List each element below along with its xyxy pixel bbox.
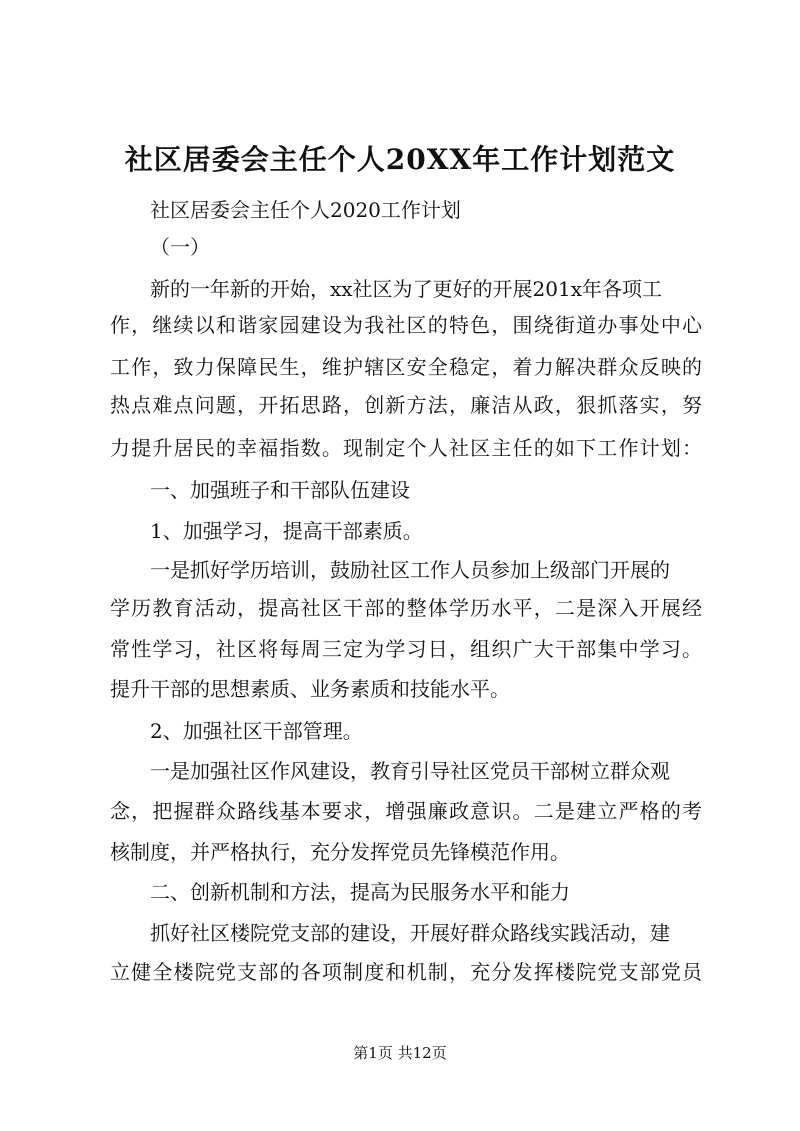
subsection-heading: 1、加强学习，提高干部素质。 <box>150 519 423 543</box>
paragraph-line: 力提升居民的幸福指数。现制定个人社区主任的如下工作计划： <box>110 436 702 460</box>
page-footer: 第1页 共12页 <box>353 1044 447 1062</box>
paragraph-line: 核制度，并严格执行，充分发挥党员先锋模范作用。 <box>110 840 570 864</box>
section-heading: 一、加强班子和干部队伍建设 <box>150 478 410 502</box>
paragraph-line: 抓好社区楼院党支部的建设，开展好群众路线实践活动，建 <box>150 921 670 945</box>
paragraph-line: 常性学习，社区将每周三定为学习日，组织广大干部集中学习。 <box>110 637 702 661</box>
paragraph-line: 一是抓好学历培训，鼓励社区工作人员参加上级部门开展的 <box>150 558 670 582</box>
paragraph-line: 工作，致力保障民生，维护辖区安全稳定，着力解决群众反映的 <box>110 355 702 379</box>
subsection-heading: 2、加强社区干部管理。 <box>150 719 363 743</box>
document-title: 社区居委会主任个人20XX年工作计划范文 <box>124 143 676 176</box>
paragraph-line: 一是加强社区作风建设，教育引导社区党员干部树立群众观 <box>150 759 670 783</box>
paragraph-line: 新的一年新的开始，xx社区为了更好的开展201x年各项工 <box>150 277 663 301</box>
paragraph-line: 立健全楼院党支部的各项制度和机制，充分发挥楼院党支部党员 <box>110 960 702 984</box>
paragraph-line: 念，把握群众路线基本要求，增强廉政意识。二是建立严格的考 <box>110 799 702 823</box>
paragraph-line: 作，继续以和谐家园建设为我社区的特色，围绕街道办事处中心 <box>110 313 702 337</box>
paragraph-line: 热点难点问题，开拓思路，创新方法，廉洁从政，狠抓落实，努 <box>110 393 702 417</box>
subtitle: 社区居委会主任个人2020工作计划 <box>150 198 461 222</box>
paragraph-line: 提升干部的思想素质、业务素质和技能水平。 <box>110 677 510 701</box>
section-mark: （一） <box>150 235 210 259</box>
paragraph-line: 学历教育活动，提高社区干部的整体学历水平，二是深入开展经 <box>110 596 702 620</box>
section-heading: 二、创新机制和方法，提高为民服务水平和能力 <box>150 880 570 904</box>
